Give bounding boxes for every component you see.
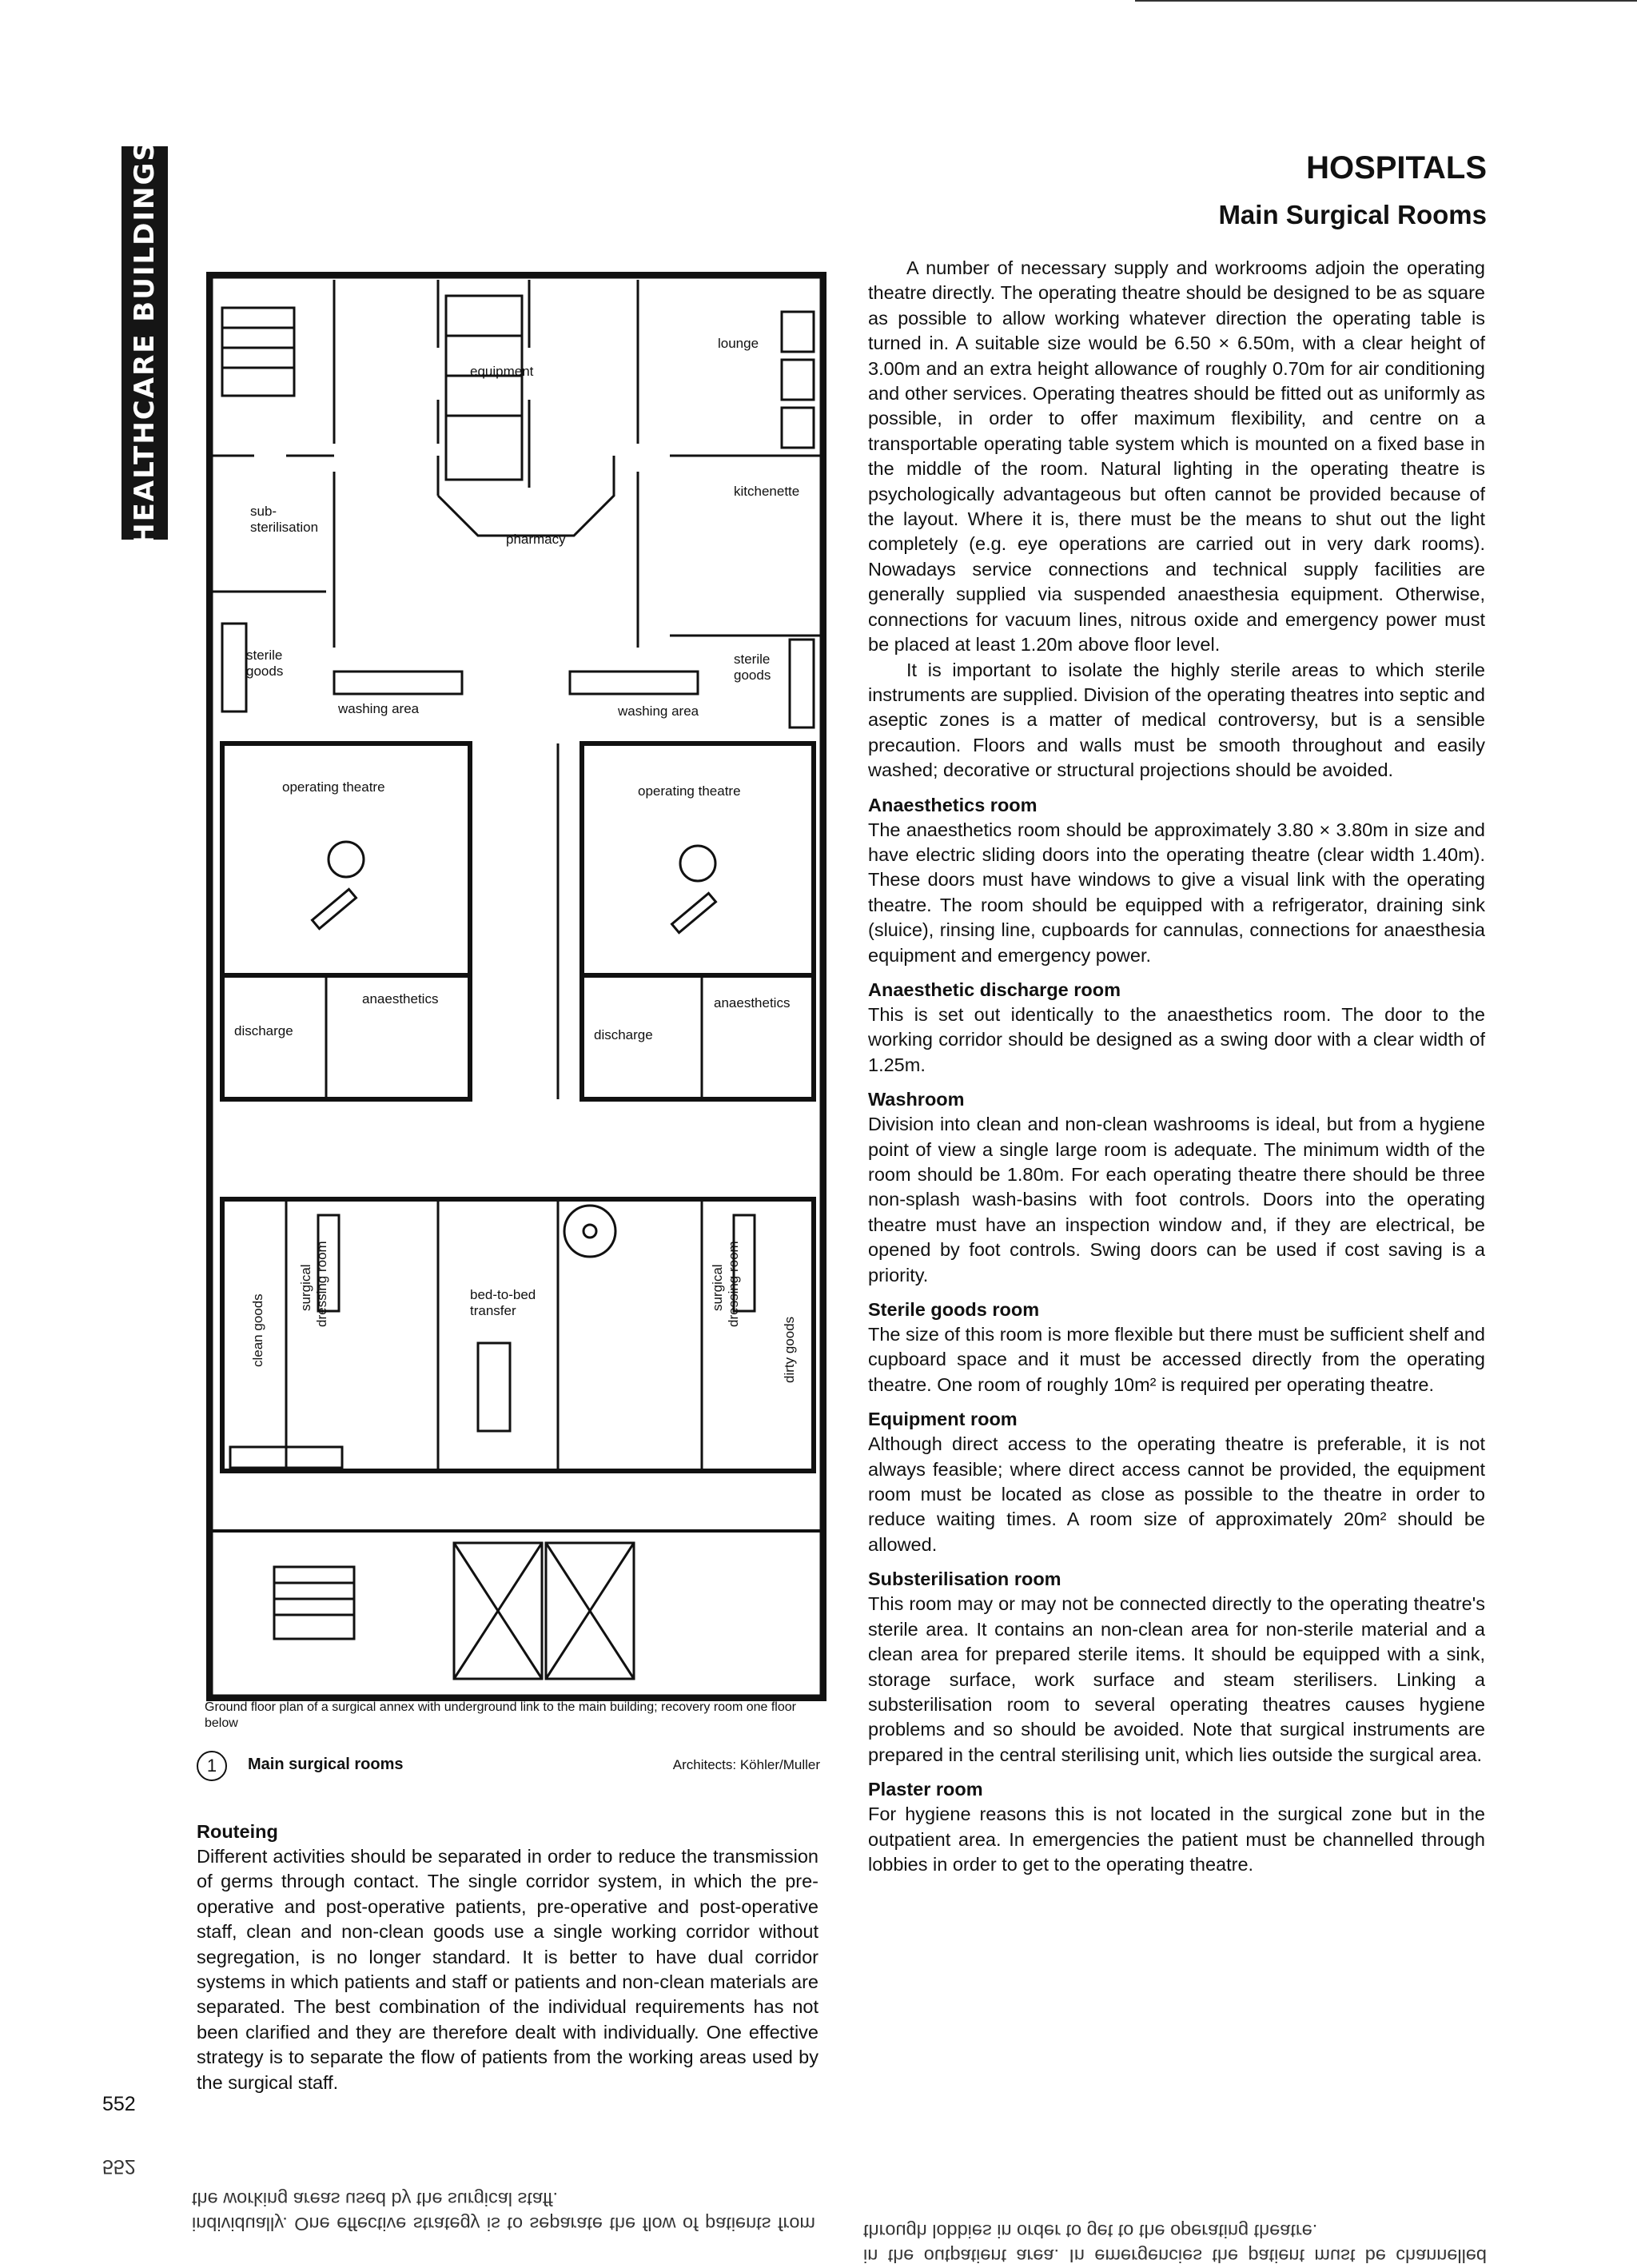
figure-caption: Ground floor plan of a surgical annex with underground link to the main building; recovery room one floor below	[205, 1700, 796, 1730]
plan-label-dressing-right-2: dressing room	[726, 1241, 741, 1327]
heading-plaster: Plaster room	[868, 1779, 983, 1800]
plan-label-theatre-left: operating theatre	[282, 779, 385, 795]
figure-label	[197, 1751, 820, 1783]
right-column	[868, 256, 1485, 1877]
intro-paragraph-1: A number of necessary supply and workrooms adjoin the operating theatre directly. The operating theatre should be designed to be as square as possible to allow working whatever direction the operating table is turned in. A suitable size would be 6.50 × 6.50m, with a clear height of 3.00m and an extra height allowance of roughly 0.70m for air conditioning and other services. Operating theatres should be fitted out as uniformly as possible, in order to offer maximum flexibility, and centre on a transportable operating table system which is mounted on a fixed base in the middle of the room. Natural lighting in the operating theatre is psychologically advantageous but often cannot be provided because of the layout. Where it is, there must be the means to shut out the light completely (e.g. eye operations are carried out in very dark rooms). Nowadays service connections and technical supply facilities are generally supplied via suspended anaesthesia equipment. Otherwise, connections for vacuum lines, nitrous oxide and emergency power must be placed at least 1.20m above floor level.	[868, 257, 1485, 656]
plan-label-sterile-goods-right-1: sterile	[734, 652, 771, 667]
page-number: 552	[102, 2093, 136, 2115]
figure-number: 1	[197, 1751, 227, 1781]
para-substerilisation: This room may or may not be connected directly to the operating theatre's sterile area. It contains an non-clean area for non-sterile material and a clean area for prepared sterile items. It should be equipped with a sink, storage surface, work surface and steam sterilisers. Linking a substerilisation room to several operating theatres causes hygiene problems and so should be avoided. Note that surgical instruments are prepared in the central sterilising unit, which lies outside the surgical area.	[868, 1593, 1485, 1765]
plan-label-kitchenette: kitchenette	[734, 484, 800, 499]
plan-label-discharge-left: discharge	[234, 1023, 293, 1038]
mirrored-right-text: in the outpatient area. In emergencies the patient must be channelled through lobbies in order to get to the operating theatre.	[863, 2220, 1487, 2266]
plan-label-anaesthetics-right: anaesthetics	[714, 995, 791, 1010]
para-washroom: Division into clean and non-clean washrooms is ideal, but from a hygiene point of view a single large room is adequate. The minimum width of the room should be 1.80m. For each operating theatre there should be three non-splash wash-basins with foot controls. Doors into the operating theatre must have an inspection window and, if they are electrical, be opened by foot controls. Swing doors can be used if cost saving is a priority.	[868, 1114, 1485, 1285]
para-anaesthetics: The anaesthetics room should be approximately 3.80 × 3.80m in size and have electric sliding doors into the operating theatre (clear width 1.40m). These doors must have windows to give a visual link with the operating theatre. The room should be equipped with a refrigerator, draining sink (sluice), rinsing line, cupboards for cannulas, connections for anaesthesia equipment and emergency power.	[868, 819, 1485, 966]
para-equipment: Although direct access to the operating theatre is preferable, it is not always feasible; where direct access cannot be provided, the equipment room must be located as close as possible to the theatre in order to reduce waiting times. A room size of approximately 20m² should be allowed.	[868, 1433, 1485, 1555]
plan-label-dressing-right-1: surgical	[710, 1264, 725, 1311]
heading-sterile: Sterile goods room	[868, 1299, 1040, 1321]
intro-paragraph-2: It is important to isolate the highly sterile areas to which sterile instruments are supplied. Division of the operating theatres into septic and aseptic zones is a matter of medical controversy, but is a sensible precaution. Floors and walls must be smooth throughout and easily washed; decorative or structural projections should be avoided.	[868, 659, 1485, 781]
plan-label-discharge-right: discharge	[594, 1027, 653, 1042]
left-column	[197, 1810, 818, 2095]
plan-label-clean-goods: clean goods	[250, 1293, 265, 1367]
page-title: HOSPITALS	[1306, 150, 1487, 185]
plan-label-theatre-right: operating theatre	[638, 783, 741, 799]
heading-discharge: Anaesthetic discharge room	[868, 979, 1121, 1000]
para-plaster: For hygiene reasons this is not located in the surgical zone but in the outpatient area. In emergencies the patient must be channelled through lobbies in order to get to the operating theatre.	[868, 1804, 1485, 1875]
plan-label-sterile-goods-left-2: goods	[246, 664, 284, 679]
plan-label-dirty-goods: dirty goods	[782, 1316, 797, 1383]
plan-label-sub-sterilisation-2: sterilisation	[250, 520, 319, 535]
plan-label-anaesthetics-left: anaesthetics	[362, 991, 439, 1006]
page-subtitle: Main Surgical Rooms	[1218, 200, 1487, 229]
section-tab	[121, 140, 168, 546]
mirrored-page-number: 552	[102, 2155, 136, 2178]
plan-label-equipment: equipment	[470, 364, 534, 379]
heading-washroom: Washroom	[868, 1089, 965, 1110]
para-routeing: Different activities should be separated in order to reduce the transmission of germs through contact. The single corridor system, in which the pre-operative and post-operative patients, pre-operative and post-operative staff, clean and non-clean goods use a single working corridor without segregation, is no longer standard. It is better to have dual corridor systems in which patients and staff or patients and non-clean materials are separated. The best combination of the individual requirements has not been clarified and they are therefore dealt with individually. One effective strategy is to separate the flow of patients from the working areas used by the surgical staff.	[197, 1846, 818, 2093]
mirrored-show-through	[102, 2150, 1487, 2268]
plan-label-washing-right: washing area	[618, 704, 699, 719]
para-sterile: The size of this room is more flexible but there must be sufficient shelf and cupboard space and it must be accessed directly from the operating theatre. One room of roughly 10m² is required per operating theatre.	[868, 1324, 1485, 1395]
plan-label-dressing-left-2: dressing room	[314, 1241, 329, 1327]
section-tab-label: HEALTHCARE BUILDINGS	[129, 140, 161, 546]
plan-label-bed-to-bed-2: transfer	[470, 1303, 516, 1318]
figure-title: Main surgical rooms	[248, 1756, 404, 1773]
heading-routeing: Routeing	[197, 1821, 278, 1842]
heading-anaesthetics: Anaesthetics room	[868, 794, 1038, 815]
floor-plan	[206, 272, 826, 1701]
heading-equipment: Equipment room	[868, 1409, 1018, 1430]
heading-substerilisation: Substerilisation room	[868, 1568, 1061, 1590]
mirrored-left-text: individually. One effective strategy is to separate the flow of patients from the working areas used by the surgical staff.	[192, 2188, 815, 2234]
plan-label-washing-left: washing area	[338, 701, 420, 716]
para-discharge: This is set out identically to the anaesthetics room. The door to the working corridor should be designed as a swing door with a clear width of 1.25m.	[868, 1003, 1485, 1075]
plan-label-bed-to-bed-1: bed-to-bed	[470, 1287, 536, 1302]
plan-label-pharmacy: pharmacy	[506, 532, 566, 547]
plan-label-sub-sterilisation-1: sub-	[250, 504, 277, 519]
plan-label-lounge: lounge	[718, 336, 759, 351]
figure-architects: Architects: Köhler/Muller	[672, 1757, 820, 1772]
plan-label-sterile-goods-left-1: sterile	[246, 648, 283, 663]
top-rule	[1135, 0, 1637, 2]
plan-label-sterile-goods-right-2: goods	[734, 668, 771, 683]
plan-label-dressing-left-1: surgical	[298, 1264, 313, 1311]
